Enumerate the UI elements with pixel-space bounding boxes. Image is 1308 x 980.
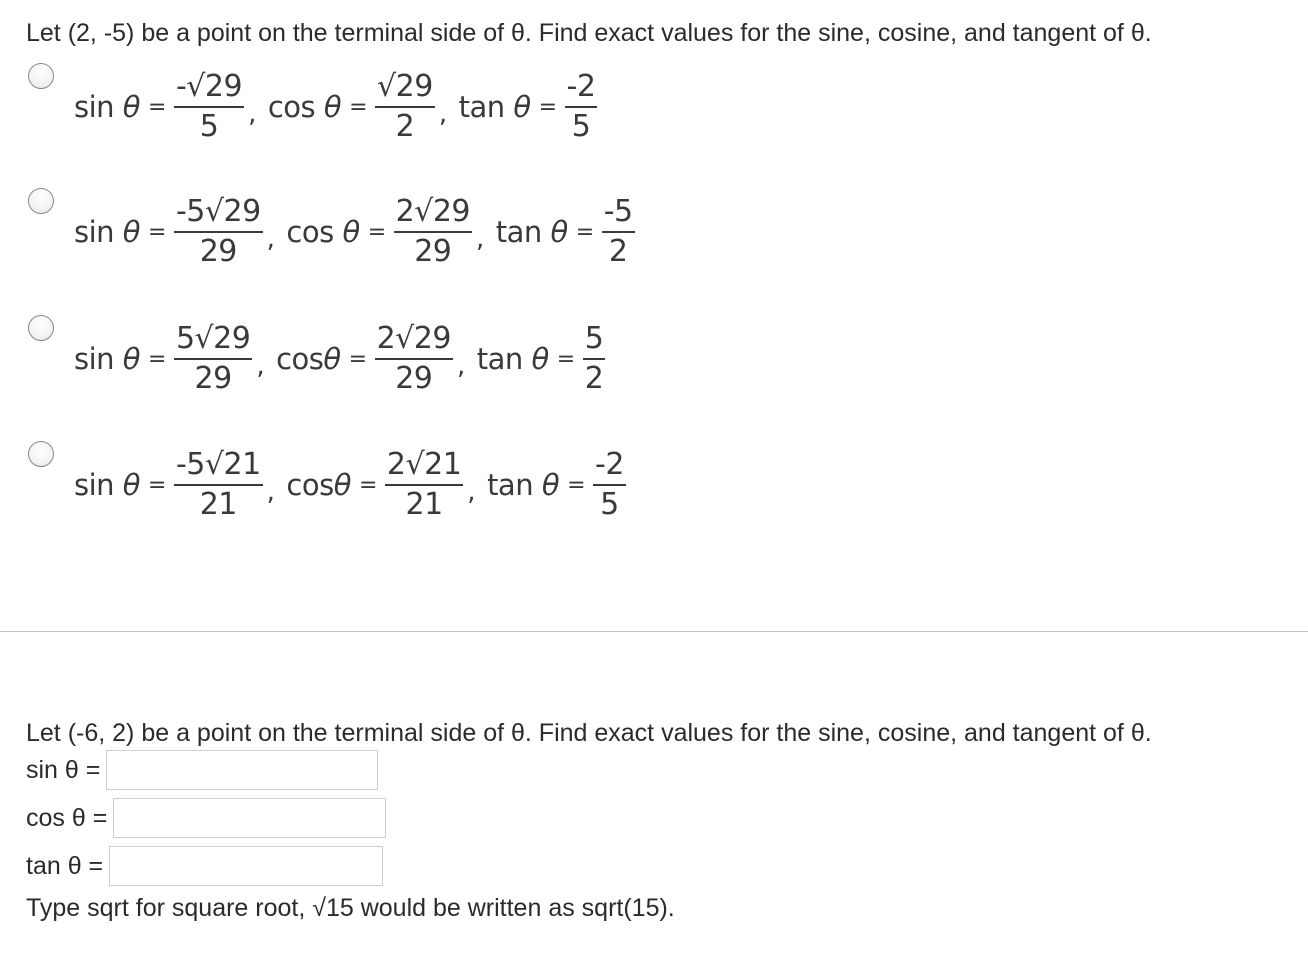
answer-expression (74, 193, 637, 271)
equals-sign: = (556, 346, 575, 372)
question-2-prompt: Let (-6, 2) be a point on the terminal side of θ. Find exact values for the sine, cosine, and tangent of θ. (26, 719, 1152, 747)
cos-denominator: 29 (414, 234, 452, 269)
tan-label: tan θ (487, 468, 560, 502)
tan-denominator: 5 (600, 487, 619, 522)
answer-expression (74, 320, 607, 398)
answer-option-2[interactable] (0, 185, 900, 310)
sin-denominator: 21 (199, 487, 237, 522)
cos-label: cosθ (276, 342, 341, 376)
tan-field-label: tan θ = (26, 851, 104, 880)
answer-expression (74, 68, 599, 146)
cos-field-label: cos θ = (26, 803, 108, 832)
sin-answer-input[interactable] (106, 750, 378, 790)
equals-sign: = (148, 346, 166, 372)
sin-label: sin θ (74, 90, 141, 124)
cos-denominator: 2 (395, 109, 415, 144)
radio-button-option-3[interactable] (28, 315, 54, 341)
equals-sign: = (358, 472, 377, 498)
comma: , (248, 99, 256, 129)
cos-denominator: 29 (395, 361, 433, 396)
radio-button-option-4[interactable] (28, 441, 54, 467)
tan-label: tan θ (458, 90, 531, 124)
tan-numerator: -2 (566, 69, 596, 104)
sin-numerator: -√29 (175, 69, 243, 104)
cos-label: cos θ (286, 215, 360, 249)
cos-denominator: 21 (405, 487, 443, 522)
cos-fraction (385, 446, 463, 524)
sin-numerator: -5√29 (175, 194, 261, 229)
sin-numerator: 5√29 (175, 321, 251, 356)
comma: , (467, 477, 476, 507)
cos-numerator: 2√21 (386, 447, 462, 482)
answer-option-3[interactable] (0, 312, 900, 437)
tan-fraction (583, 320, 606, 398)
tan-denominator: 5 (571, 109, 591, 144)
cos-label: cos θ (267, 90, 342, 124)
comma: , (456, 351, 465, 381)
tan-numerator: -2 (595, 447, 624, 482)
question-1-prompt: Let (2, -5) be a point on the terminal side of θ. Find exact values for the sine, cosine, and tangent of θ. (26, 19, 1152, 47)
cos-numerator: 2√29 (376, 321, 451, 356)
cos-answer-row (26, 798, 386, 838)
cos-numerator: 2√29 (395, 194, 471, 229)
equals-sign: = (575, 219, 594, 245)
answer-expression (74, 446, 628, 524)
cos-fraction (375, 68, 435, 146)
answer-option-1[interactable] (0, 60, 900, 185)
comma: , (256, 351, 265, 381)
answer-option-4[interactable] (0, 438, 900, 563)
equals-sign: = (538, 94, 557, 120)
equals-sign: = (348, 346, 367, 372)
cos-numerator: √29 (377, 69, 433, 104)
equals-sign: = (567, 472, 585, 498)
section-divider (0, 631, 1308, 632)
equals-sign: = (148, 472, 166, 498)
comma: , (266, 477, 275, 507)
cos-label: cosθ (286, 468, 351, 502)
sin-label: sin θ (74, 215, 141, 249)
tan-fraction (602, 193, 635, 271)
comma: , (266, 224, 275, 254)
radio-button-option-2[interactable] (28, 188, 54, 214)
input-hint: Type sqrt for square root, √15 would be written as sqrt(15). (26, 894, 675, 922)
comma: , (438, 99, 447, 129)
equals-sign: = (367, 219, 386, 245)
sin-fraction (174, 446, 263, 524)
sin-fraction (174, 320, 252, 398)
equals-sign: = (148, 94, 166, 120)
equals-sign: = (349, 94, 368, 120)
comma: , (476, 224, 484, 254)
sin-numerator: -5√21 (175, 447, 261, 482)
radio-button-option-1[interactable] (28, 63, 54, 89)
tan-answer-row (26, 846, 383, 886)
sin-fraction (174, 193, 263, 271)
tan-answer-input[interactable] (109, 846, 383, 886)
tan-fraction (565, 68, 598, 146)
tan-fraction (593, 446, 626, 524)
cos-fraction (394, 193, 472, 271)
cos-fraction (375, 320, 453, 398)
sin-denominator: 29 (194, 361, 232, 396)
cos-answer-input[interactable] (113, 798, 386, 838)
tan-label: tan θ (495, 215, 568, 249)
sin-denominator: 5 (199, 109, 219, 144)
tan-label: tan θ (476, 342, 549, 376)
sin-field-label: sin θ = (26, 755, 101, 784)
tan-denominator: 2 (584, 361, 604, 396)
tan-numerator: -5 (603, 194, 633, 229)
sin-answer-row (26, 750, 378, 790)
sin-denominator: 29 (199, 234, 237, 269)
tan-denominator: 2 (608, 234, 628, 269)
tan-numerator: 5 (584, 321, 604, 356)
sin-fraction (174, 68, 244, 146)
sin-label: sin θ (74, 342, 141, 376)
sin-label: sin θ (74, 468, 141, 502)
equals-sign: = (148, 219, 166, 245)
